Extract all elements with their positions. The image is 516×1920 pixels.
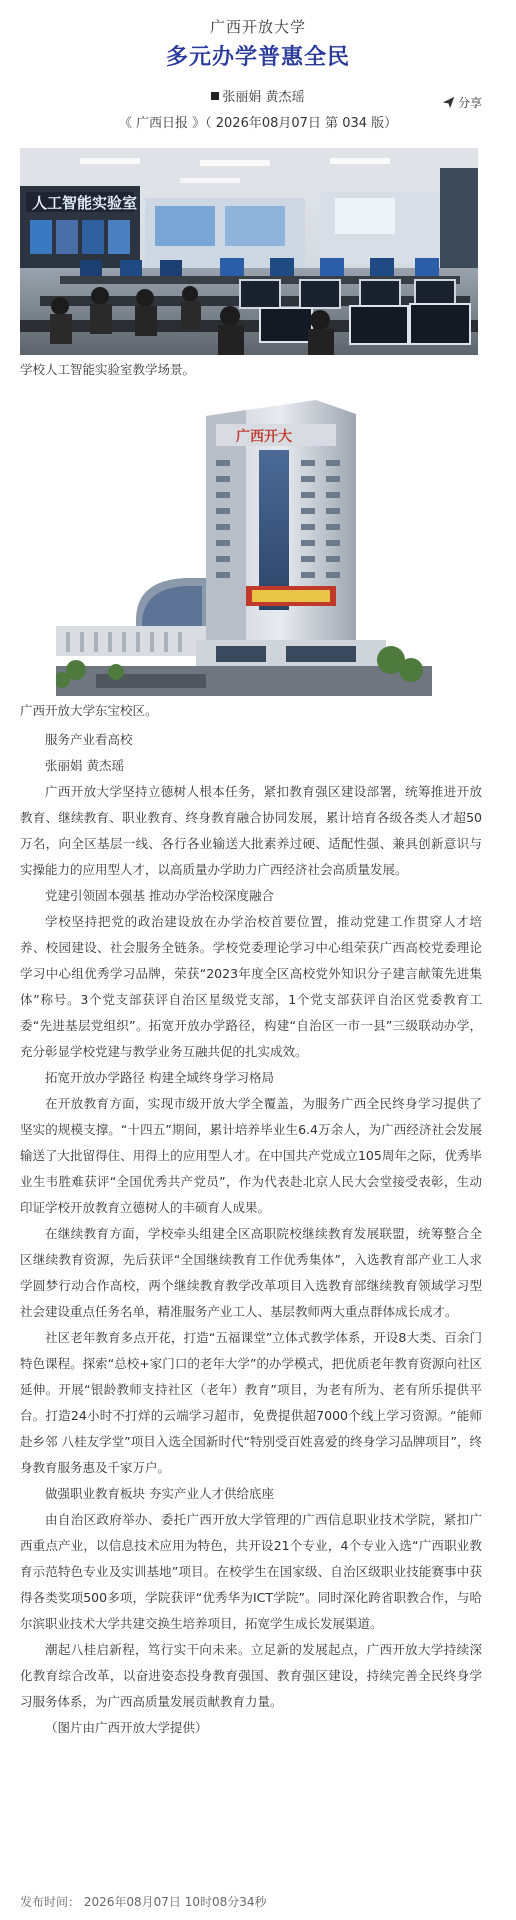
campus-caption: 广西开放大学东宝校区。 — [20, 703, 158, 718]
kicker-title: 广西开放大学 — [209, 18, 306, 36]
source-line: 《 广西日报 》（ 2026年08月07日 第 034 版） — [118, 116, 398, 131]
ai-lab-photo — [20, 148, 478, 355]
campus-building-photo — [56, 390, 432, 696]
subheading-party-building: 党建引领固本强基 推动办学治校深度融合 — [45, 888, 274, 903]
paragraph-vocational-education: 由自治区政府举办、委托广西开放大学管理的广西信息职业技术学院，紧扣广西重点产业，以信息技术应用为特色，共开设21个专业，4个专业入选“广西职业教育示范特色专业及实训基地”项目。在校学生在国家级、自治区级职业技能赛事中获得各类奖项500多项，学院获评“优秀华为ICT学院”。同时深化跨省职教合作，与哈尔滨职业技术大学共建交换生培养项目，拓宽学生成长发展渠道。 — [20, 1512, 482, 1631]
paragraph-intro: 广西开放大学坚持立德树人根本任务，紧扣教育强区建设部署，统筹推进开放教育、继续教育、职业教育、终身教育融合协同发展，累计培育各级各类人才超50万名，向全区基层一线、各行各业输送大批素养过硬、适配性强、兼具创新意识与实操能力的应用型人才，以高质量办学助力广西经济社会高质量发展。 — [20, 784, 482, 877]
ai-lab-caption: 学校人工智能实验室教学场景。 — [20, 362, 196, 377]
share-arrow-icon — [442, 96, 455, 109]
square-bullet-icon — [211, 92, 219, 100]
paragraph-conclusion: 潮起八桂启新程，笃行实干向未来。立足新的发展起点，广西开放大学持续深化教育综合改革，以奋进姿态投身教育强国、教育强区建设，持续完善全民终身学习服务体系，为广西高质量发展贡献教育力量。 — [20, 1642, 482, 1709]
page-title: 多元办学普惠全民 — [165, 45, 350, 70]
byline — [0, 86, 516, 105]
subheading-open-education: 拓宽开放办学路径 构建全域终身学习格局 — [45, 1070, 274, 1085]
section-tag: 服务产业看高校 — [45, 732, 133, 747]
article-body — [20, 727, 482, 1741]
paragraph-open-education: 在开放教育方面，实现市级开放大学全覆盖，为服务广西全民终身学习提供了坚实的规模支撑。“十四五”期间，累计培养毕业生6.4万余人，为广西经济社会发展输送了大批留得住、用得上的应用型人才。在中国共产党成立105周年之际，优秀毕业生韦胜难获评“全国优秀共产党员”，作为代表赴北京人民大会堂接受表彰，生动印证学校开放教育立德树人的丰硕育人成果。 — [20, 1096, 482, 1215]
photo-credit: （图片由广西开放大学提供） — [45, 1720, 208, 1735]
campus-building-illustration — [56, 390, 432, 696]
lab-wall-sign: 人工智能实验室 — [32, 194, 138, 212]
rooftop-sign: 广西开大 — [236, 429, 292, 445]
paragraph-continuing-education: 在继续教育方面，学校牵头组建全区高职院校继续教育发展联盟，统筹整合全区继续教育资源，先后获评“全国继续教育工作优秀集体”，入选教育部产业工人求学圆梦行动合作高校，两个继续教育教学改革项目入选教育部继续教育领域学习型社会建设重点任务名单，精准服务产业工人、基层教师两大重点群体成长成才。 — [20, 1226, 482, 1319]
subheading-vocational-education: 做强职业教育板块 夯实产业人才供给底座 — [45, 1486, 274, 1501]
ai-lab-illustration — [20, 148, 478, 355]
publish-time: 发布时间： 2026年08月07日 10时08分34秒 — [20, 1895, 267, 1909]
share-button[interactable] — [442, 94, 482, 111]
byline-authors: 张丽娟 黄杰瑶 — [222, 90, 305, 105]
article-authors: 张丽娟 黄杰瑶 — [45, 758, 124, 773]
paragraph-community-education: 社区老年教育多点开花，打造“五福课堂”立体式教学体系，开设8大类、百余门特色课程。探索“总校+家门口的老年大学”的办学模式，把优质老年教育资源向社区延伸。开展“银龄教师支持社区（老年）教育”项目，为老有所为、老有所乐提供平台。打造24小时不打烊的云端学习超市，免费提供超7000个线上学习资源。“能师赴乡邻 八桂友学堂”项目入选全国新时代“特别受百姓喜爱的终身学习品牌项目”，终身教育服务惠及千家万户。 — [20, 1330, 482, 1475]
paragraph-party-building: 学校坚持把党的政治建设放在办学治校首要位置，推动党建工作贯穿人才培养、校园建设、社会服务全链条。学校党委理论学习中心组荣获广西高校党委理论学习中心组优秀学习品牌，荣获“2023年度全区高校党外知识分子建言献策先进集体”称号。3个党支部获评自治区星级党支部，1个党支部获评自治区党委教育工委“先进基层党组织”。拓宽开放办学路径，构建“自治区一市一县”三级联动办学，充分彰显学校党建与教学业务互融共促的扎实成效。 — [20, 914, 482, 1059]
share-label: 分享 — [457, 96, 482, 110]
